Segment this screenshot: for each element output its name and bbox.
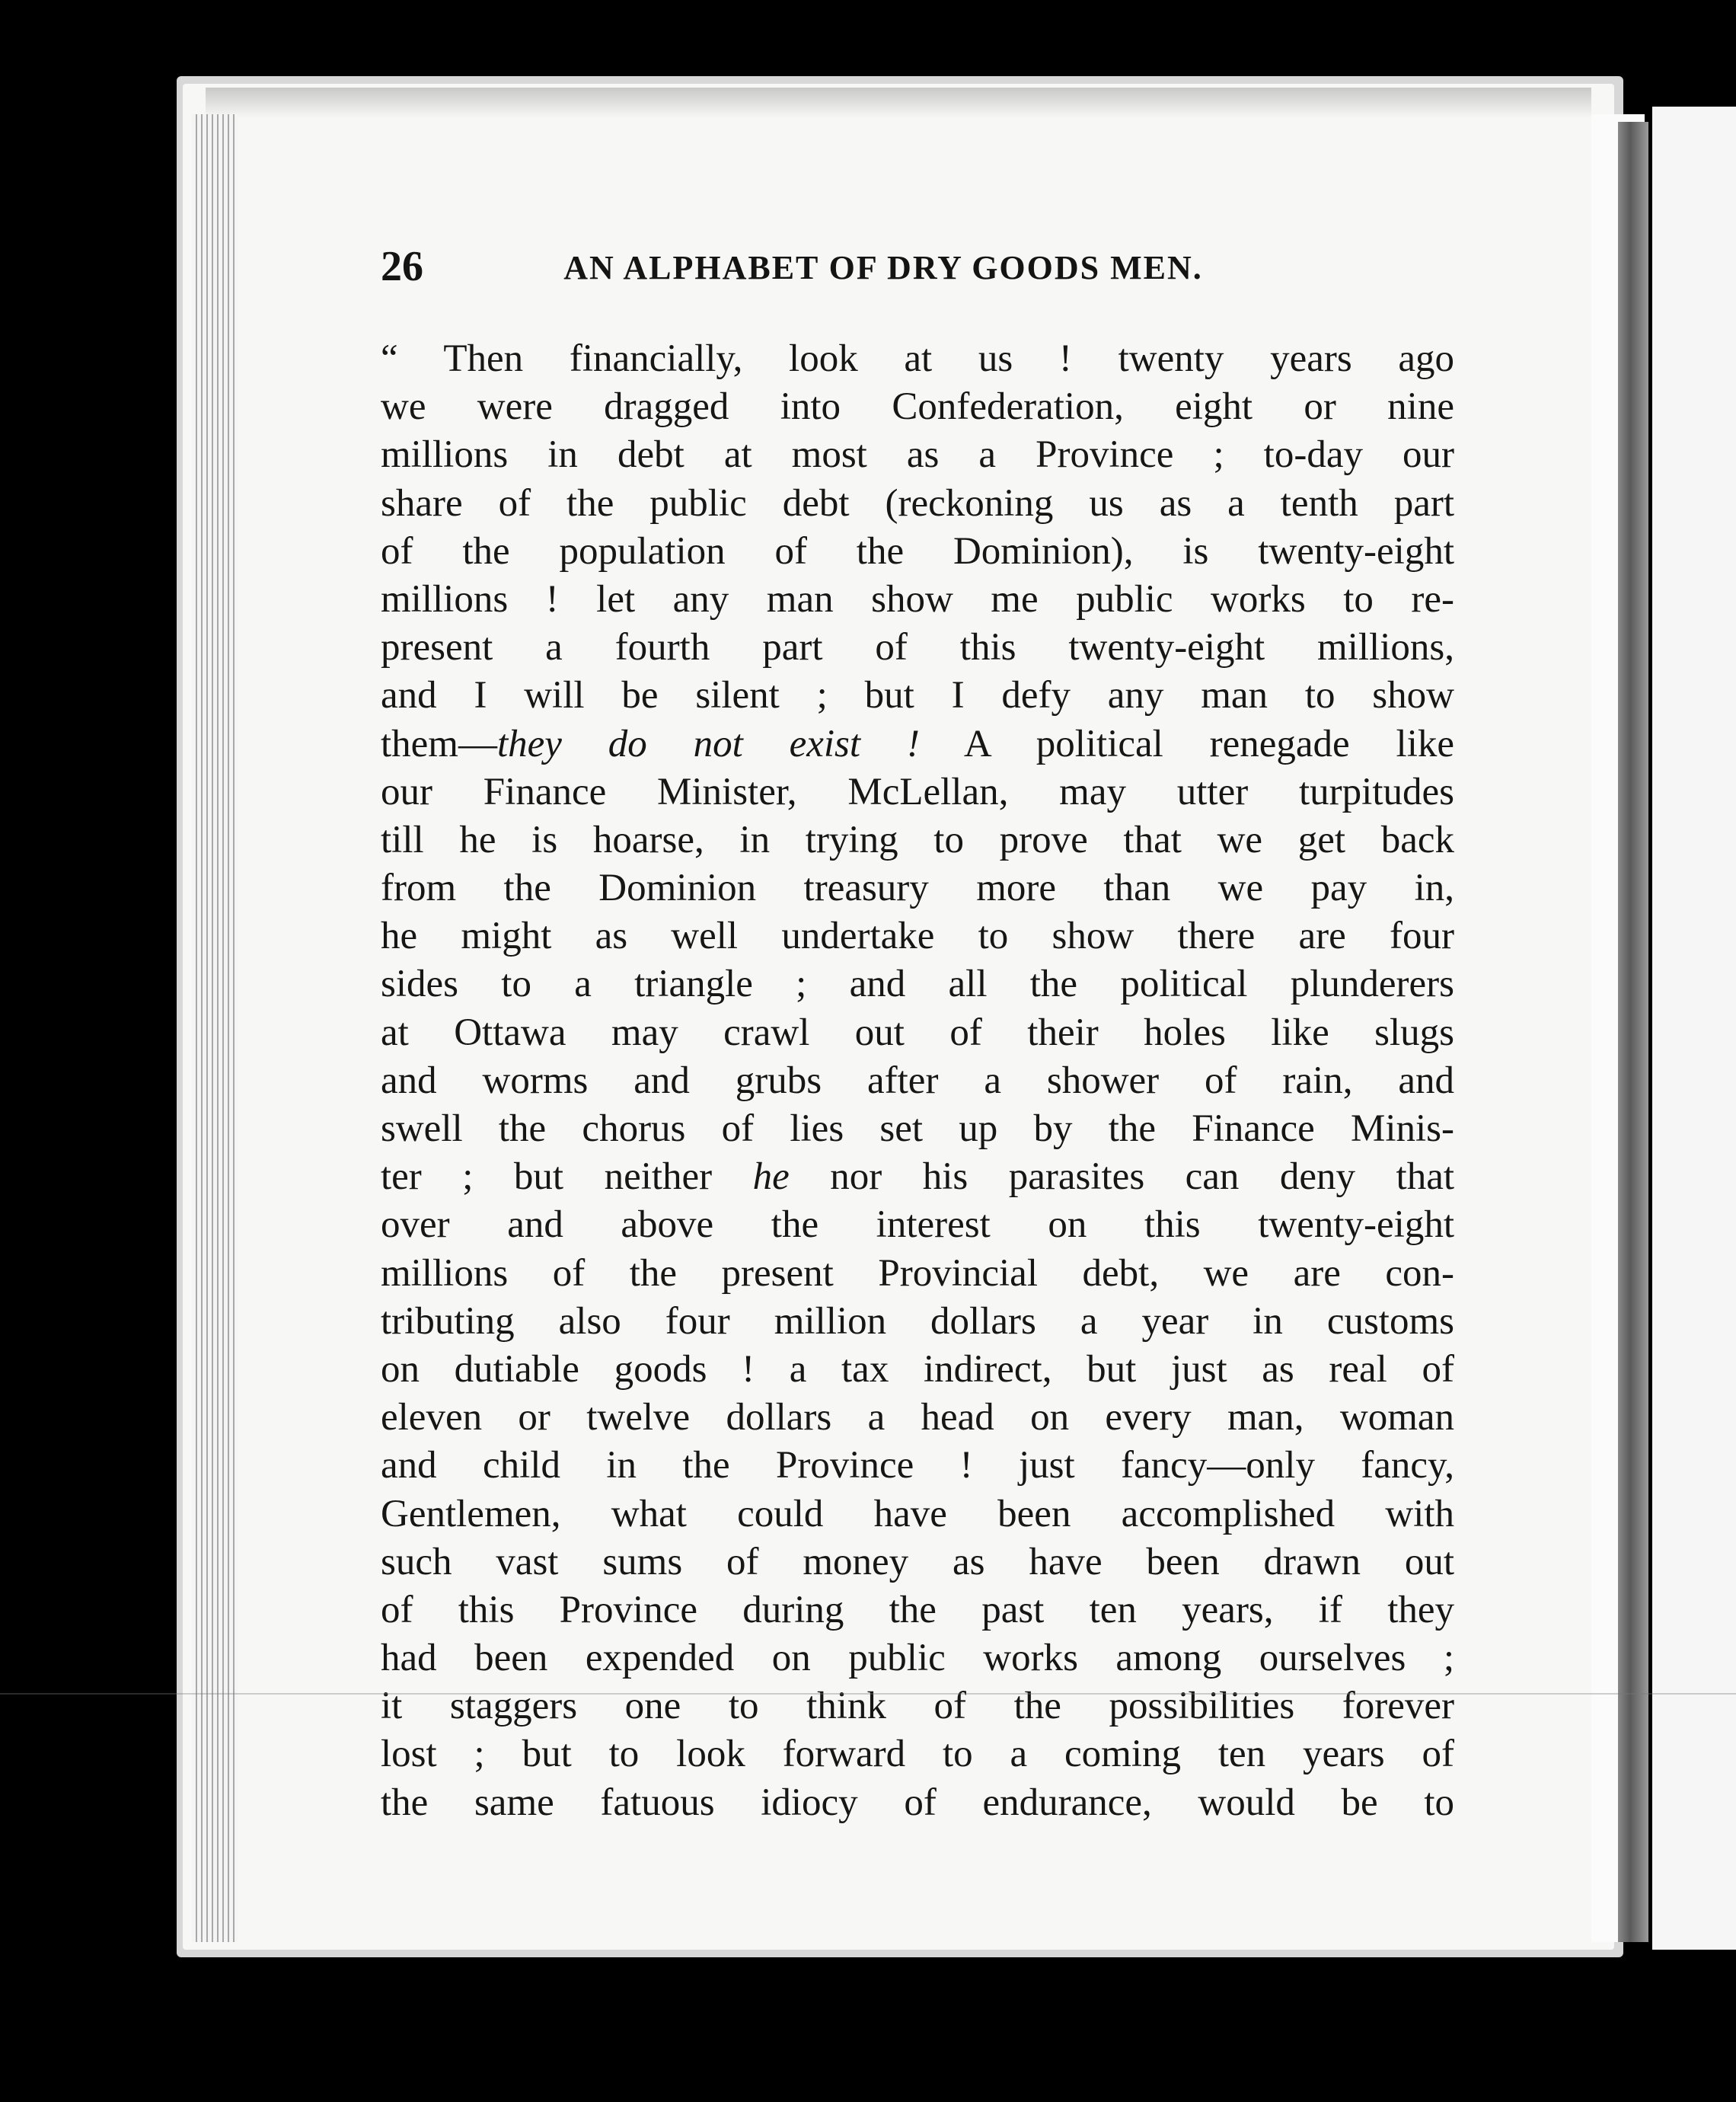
text-run: sides to a triangle ; and all the political plunderers [381,963,1454,1006]
text-line [381,1490,1454,1538]
text-run: and worms and grubs after a shower of rain, and [381,1059,1454,1102]
page-top-shadow [206,88,1591,118]
text-line [381,768,1454,816]
text-line [381,1586,1454,1634]
text-run: share of the public debt (reckoning us as a tenth part [381,481,1454,525]
text-run: of the population of the Dominion), is twenty-eight [381,529,1454,573]
body-text [381,335,1454,1827]
text-run: such vast sums of money as have been drawn out [381,1540,1454,1583]
text-run: swell the chorus of lies set up by the Finance Minis- [381,1107,1454,1150]
text-run: ter ; but neither [381,1155,753,1199]
text-line [381,864,1454,912]
text-line [381,672,1454,720]
text-run: the same fatuous idiocy of endurance, would be to [381,1781,1454,1824]
text-line [381,960,1454,1008]
text-run: A political renegade like [919,722,1454,765]
text-run: eleven or twelve dollars a head on every man, woman [381,1396,1454,1439]
page-stack-edges [192,114,238,1942]
text-line [381,528,1454,576]
text-run: over and above the interest on this twenty-eight [381,1203,1454,1247]
binding-shadow [1618,122,1648,1942]
text-line [381,1298,1454,1346]
text-run: present a fourth part of this twenty-eight millions, [381,626,1454,669]
text-run: tributing also four million dollars a year in customs [381,1299,1454,1343]
italic-text-run: he [752,1155,790,1199]
text-run: Gentlemen, what could have been accomplished with [381,1492,1454,1535]
text-run: our Finance Minister, McLellan, may utter turpitudes [381,770,1454,813]
text-line [381,1394,1454,1442]
text-run: millions of the present Provincial debt, we are con- [381,1251,1454,1295]
text-line [381,1105,1454,1153]
text-run: he might as well undertake to show there are four [381,915,1454,958]
facing-page-edge [1652,107,1736,1950]
text-line [381,335,1454,383]
text-line [381,1779,1454,1827]
italic-text-run: they do not exist ! [496,722,920,765]
text-line [381,912,1454,960]
text-line [381,1442,1454,1490]
text-line [381,816,1454,864]
text-run: we were dragged into Confederation, eight or nine [381,385,1454,429]
text-line [381,383,1454,431]
text-run: it staggers one to think of the possibilities forever [381,1685,1454,1728]
text-line [381,1538,1454,1586]
text-line [381,480,1454,528]
text-line [381,1730,1454,1778]
text-run: at Ottawa may crawl out of their holes like slugs [381,1011,1454,1054]
running-title: AN ALPHABET OF DRY GOODS MEN. [563,249,1203,286]
text-line [381,624,1454,672]
text-run: millions in debt at most as a Province ; to-day our [381,433,1454,477]
text-run: had been expended on public works among ourselves ; [381,1637,1454,1680]
text-run: lost ; but to look forward to a coming ten years of [381,1733,1454,1776]
text-run: nor his parasites can deny that [789,1155,1454,1199]
text-run: millions ! let any man show me public works to re- [381,577,1454,621]
text-line [381,1346,1454,1394]
page-number: 26 [381,243,423,290]
text-run: and child in the Province ! just fancy—only fancy, [381,1444,1454,1487]
text-line [381,1250,1454,1298]
text-line [381,1057,1454,1105]
text-run: of this Province during the past ten years, if they [381,1588,1454,1631]
text-line [381,1634,1454,1682]
text-run: from the Dominion treasury more than we pay in, [381,867,1454,910]
text-run: “ Then financially, look at us ! twenty years ago [381,337,1454,380]
text-line [381,720,1454,768]
scan-artifact-line [0,1693,1736,1695]
text-line [381,1201,1454,1249]
text-line [381,1009,1454,1057]
text-line [381,1153,1454,1201]
text-line [381,1682,1454,1730]
text-run: and I will be silent ; but I defy any man to show [381,674,1454,717]
text-line [381,576,1454,624]
text-line [381,431,1454,479]
text-run: them— [381,722,497,765]
text-run: on dutiable goods ! a tax indirect, but just as real of [381,1347,1454,1391]
text-run: till he is hoarse, in trying to prove that we get back [381,818,1454,861]
